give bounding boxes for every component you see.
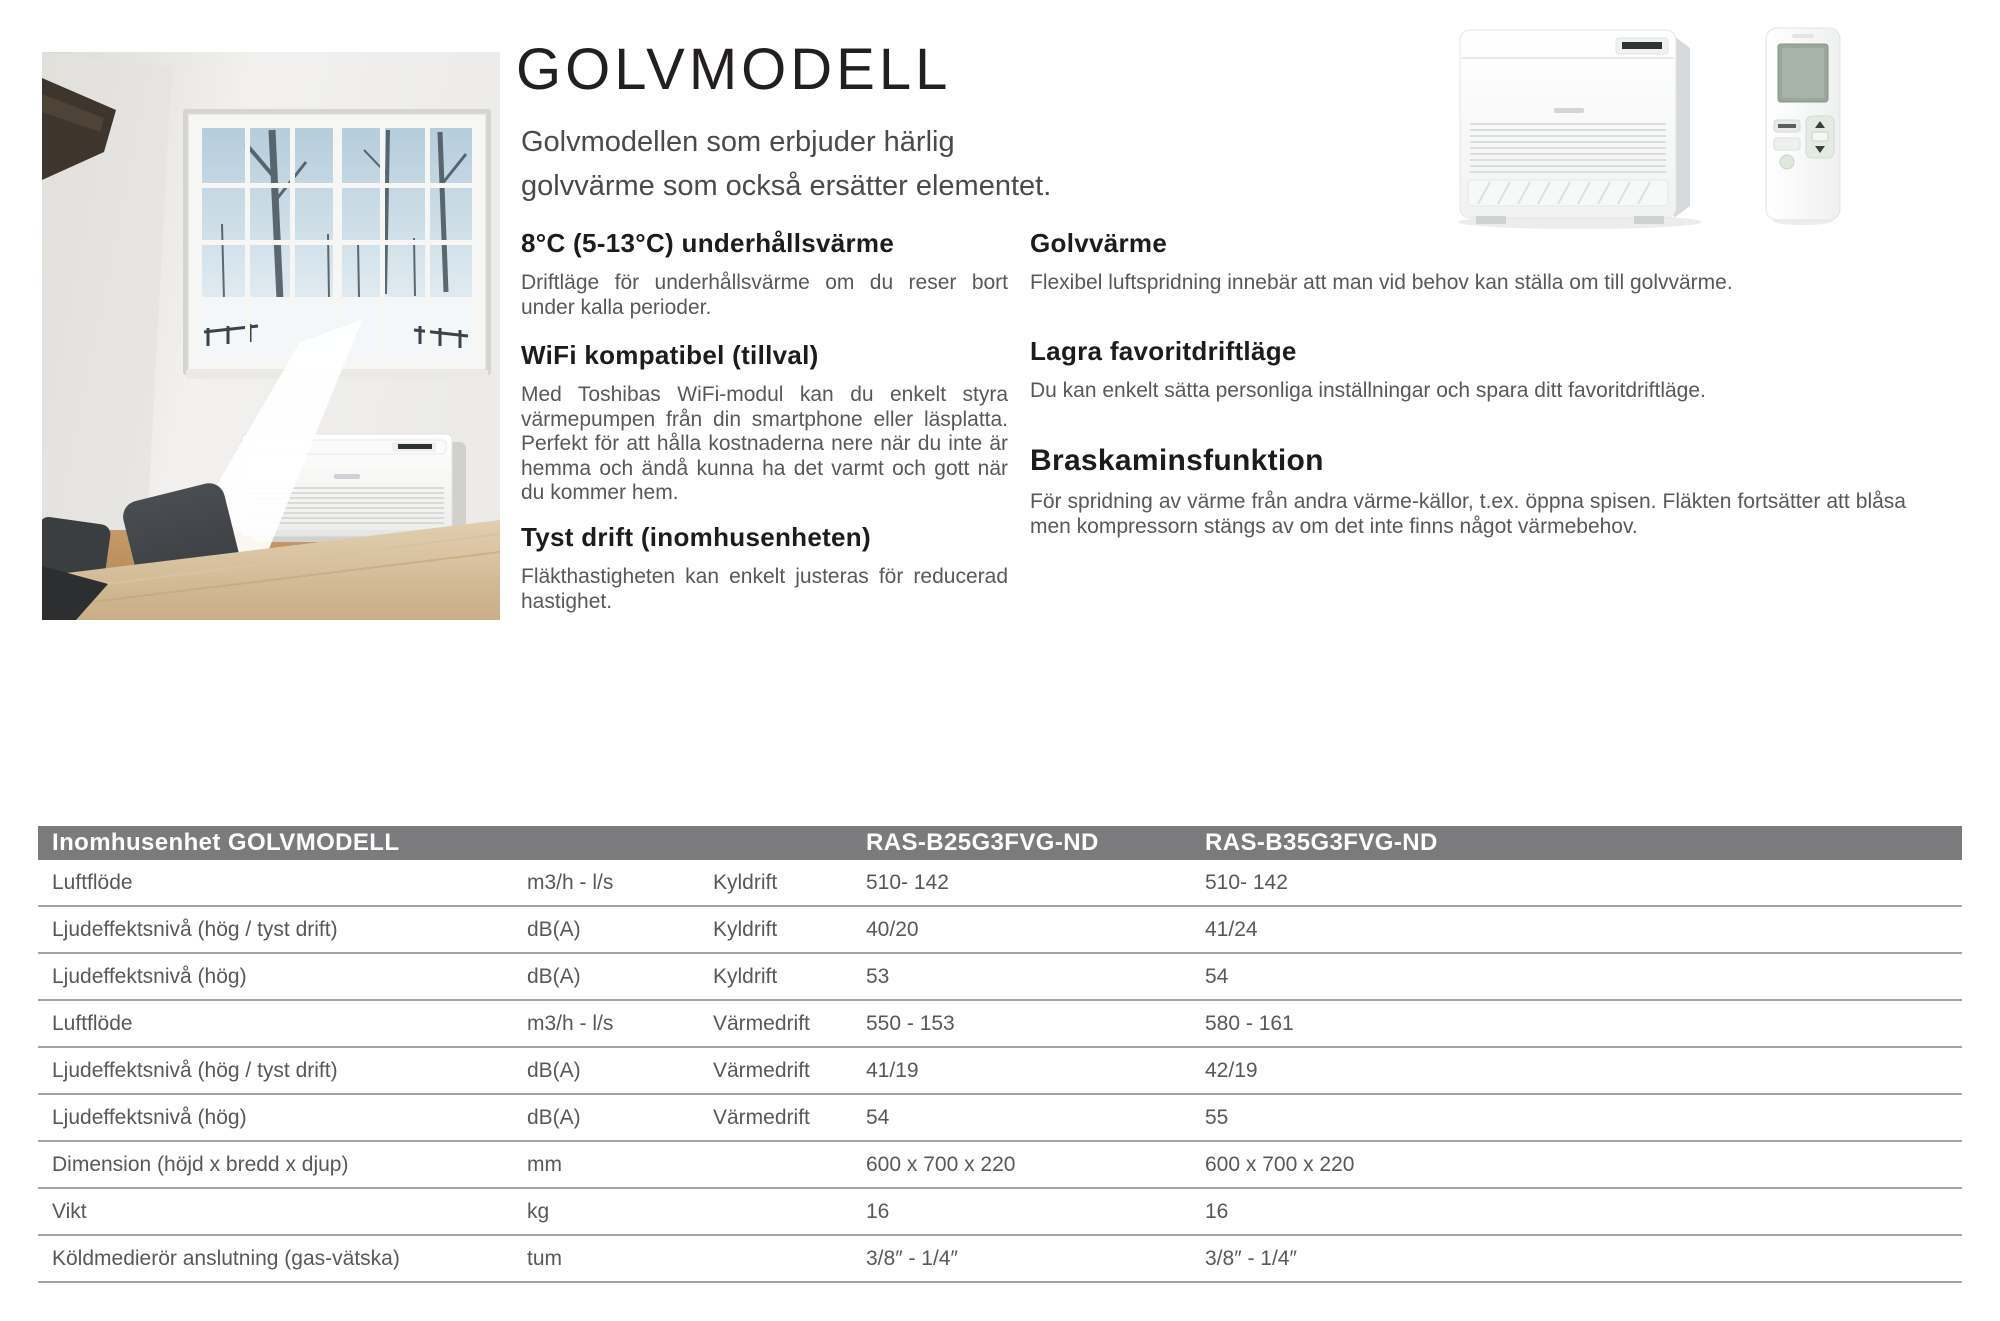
spec-mode: Värmedrift (713, 1011, 810, 1035)
spec-label: Ljudeffektsnivå (hög / tyst drift) (52, 917, 338, 941)
spec-mode: Kyldrift (713, 917, 778, 941)
spec-value-model2: 580 - 161 (1205, 1011, 1294, 1035)
feature-section-fireplace-function (1030, 444, 1906, 539)
spec-label: Dimension (höjd x bredd x djup) (52, 1152, 349, 1176)
spec-row (38, 1189, 1962, 1236)
spec-label: Ljudeffektsnivå (hög / tyst drift) (52, 1058, 338, 1082)
spec-value-model2: 41/24 (1205, 917, 1258, 941)
feature-body: Flexibel luftspridning innebär att man vid behov kan ställa om till golvvärme. (1030, 271, 1733, 294)
spec-value-model2: 3/8″ - 1/4″ (1205, 1246, 1297, 1270)
spec-value-model2: 54 (1205, 964, 1229, 988)
spec-label: Köldmedierör anslutning (gas-vätska) (52, 1246, 400, 1270)
spec-label: Luftflöde (52, 870, 133, 894)
spec-row (38, 1095, 1962, 1142)
spec-mode: Kyldrift (713, 870, 778, 894)
spec-value-model1: 53 (866, 964, 890, 988)
feature-section-floor-heating (1030, 228, 1906, 296)
page-title: GOLVMODELL (516, 37, 952, 102)
spec-label: Vikt (52, 1199, 87, 1223)
spec-label: Ljudeffektsnivå (hög) (52, 964, 247, 988)
page-subtitle: Golvmodellen som erbjuder härlig golvvärme som också ersätter elementet. (521, 126, 1052, 202)
spec-value-model2: 55 (1205, 1105, 1229, 1129)
spec-value-model1: 3/8″ - 1/4″ (866, 1246, 958, 1270)
spec-row (38, 954, 1962, 1001)
spec-unit: dB(A) (527, 1058, 581, 1082)
spec-value-model2: 600 x 700 x 220 (1205, 1152, 1355, 1176)
feature-section-maintenance-heat (521, 228, 1008, 320)
spec-table-title: Inomhusenhet GOLVMODELL (52, 829, 400, 856)
interior-photo (42, 52, 500, 620)
model-column-header-2: RAS-B35G3FVG-ND (1205, 829, 1438, 856)
spec-row (38, 1001, 1962, 1048)
feature-heading: Lagra favoritdriftläge (1030, 336, 1297, 366)
remote-power-button (1780, 155, 1794, 169)
spec-unit: kg (527, 1199, 550, 1223)
spec-label: Ljudeffektsnivå (hög) (52, 1105, 247, 1129)
spec-mode: Värmedrift (713, 1058, 810, 1082)
spec-value-model1: 41/19 (866, 1058, 919, 1082)
spec-mode: Kyldrift (713, 964, 778, 988)
feature-section-quiet-operation (521, 522, 1008, 614)
spec-unit: mm (527, 1152, 562, 1176)
spec-row (38, 1236, 1962, 1283)
interior-photo-graphic (42, 52, 500, 620)
spec-value-model1: 550 - 153 (866, 1011, 955, 1035)
spec-unit: dB(A) (527, 964, 581, 988)
spec-unit: dB(A) (527, 1105, 581, 1129)
remote-control-image (1762, 26, 1844, 226)
feature-heading: Golvvärme (1030, 228, 1168, 258)
spec-value-model2: 510- 142 (1205, 870, 1288, 894)
spec-row (38, 907, 1962, 954)
spec-mode: Värmedrift (713, 1105, 810, 1129)
model-column-header-1: RAS-B25G3FVG-ND (866, 829, 1099, 856)
spec-table-header (38, 826, 1962, 860)
spec-unit: tum (527, 1246, 563, 1270)
remote-mode-button (1774, 138, 1800, 150)
feature-body: Med Toshibas WiFi-modul kan du enkelt styra värmepumpen från din smartphone eller läsplatta. Perfekt för att hålla kostnaderna nere när du inte är hemma och ändå kunna ha det varmt och gott när du kommer hem. (521, 383, 1008, 504)
indoor-unit-image (1448, 22, 1713, 232)
remote-control-graphic (1762, 26, 1844, 226)
spec-table (38, 826, 1962, 1283)
feature-heading: WiFi kompatibel (tillval) (521, 340, 819, 370)
feature-body: Du kan enkelt sätta personliga inställningar och spara ditt favoritdriftläge. (1030, 379, 1706, 402)
feature-heading: Tyst drift (inomhusenheten) (521, 522, 871, 552)
spec-row (38, 860, 1962, 907)
spec-label: Luftflöde (52, 1011, 133, 1035)
spec-unit: m3/h - l/s (527, 870, 614, 894)
indoor-unit-graphic (1448, 22, 1713, 232)
spec-value-model2: 16 (1205, 1199, 1229, 1223)
spec-value-model1: 40/20 (866, 917, 919, 941)
feature-section-favorite-mode (1030, 336, 1906, 404)
spec-value-model1: 600 x 700 x 220 (866, 1152, 1016, 1176)
spec-unit: dB(A) (527, 917, 581, 941)
spec-value-model2: 42/19 (1205, 1058, 1258, 1082)
feature-body: Driftläge för underhållsvärme om du reser bort under kalla perioder. (521, 271, 1008, 319)
feature-body: Fläkthastigheten kan enkelt justeras för reducerad hastighet. (521, 565, 1008, 613)
spec-row (38, 1142, 1962, 1189)
spec-value-model1: 54 (866, 1105, 890, 1129)
spec-unit: m3/h - l/s (527, 1011, 614, 1035)
unit-brand-mark (1554, 108, 1584, 113)
spec-value-model1: 16 (866, 1199, 890, 1223)
feature-heading: 8°C (5-13°C) underhållsvärme (521, 228, 895, 258)
feature-body: För spridning av värme från andra värme-källor, t.ex. öppna spisen. Fläkten fortsätter att blåsa men kompressorn stängs av om det inte finns något värmebehov. (1030, 490, 1906, 538)
feature-section-wifi (521, 340, 1008, 506)
spec-value-model1: 510- 142 (866, 870, 949, 894)
feature-heading: Braskaminsfunktion (1030, 444, 1324, 477)
spec-row (38, 1048, 1962, 1095)
